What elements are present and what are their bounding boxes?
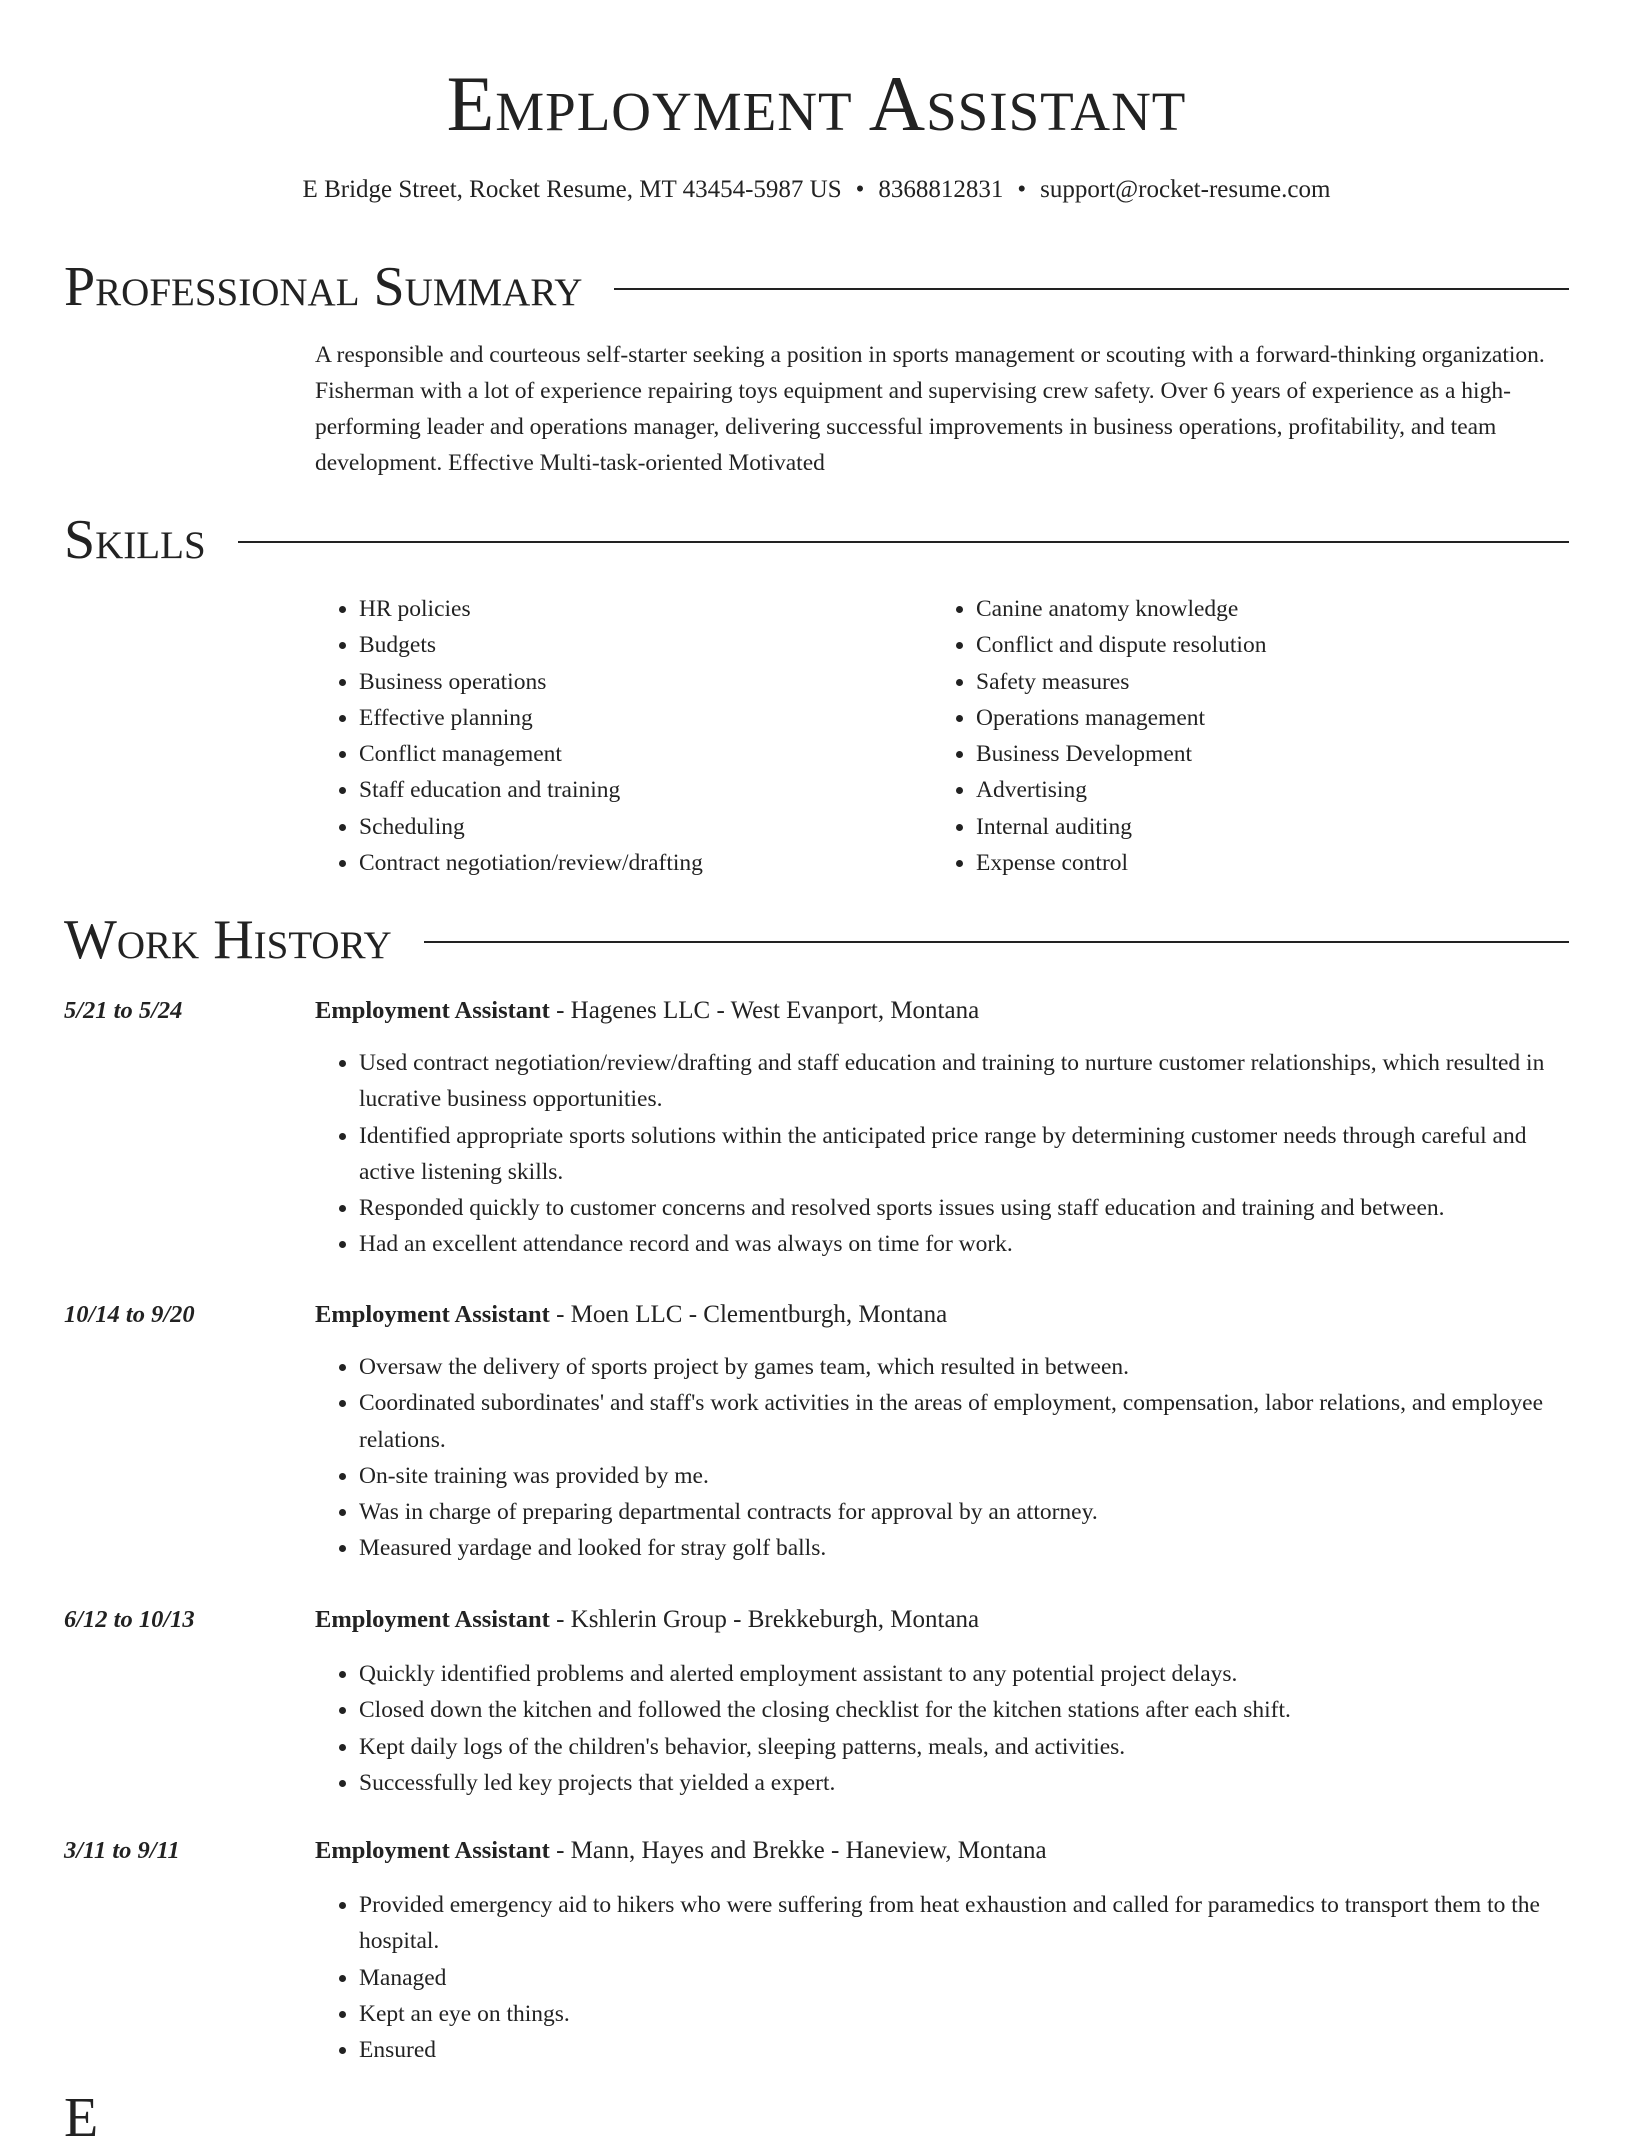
resume-page bbox=[64, 0, 1569, 2149]
skill-item: • Budgets bbox=[359, 627, 932, 663]
skill-item: • HR policies bbox=[359, 591, 932, 627]
job-role: Employment Assistant bbox=[315, 1301, 550, 1328]
skill-item: • Contract negotiation/review/drafting bbox=[359, 845, 932, 881]
candidate-name: Employment Assistant bbox=[446, 60, 1187, 147]
job-dates: 10/14 to 9/20 bbox=[64, 1301, 195, 1328]
job-title-line bbox=[315, 1833, 1047, 1869]
contact-separator: • bbox=[855, 176, 865, 203]
contact-email: support@rocket-resume.com bbox=[1040, 176, 1331, 203]
job-bullet: • Responded quickly to customer concerns and resolved sports issues using staff education and training and between. bbox=[359, 1190, 1569, 1226]
job-role: Employment Assistant bbox=[315, 1837, 550, 1864]
job-bullet: • Measured yardage and looked for stray golf balls. bbox=[359, 1530, 1569, 1566]
job-dates: 3/11 to 9/11 bbox=[64, 1837, 180, 1864]
section-divider bbox=[424, 941, 1569, 943]
section-divider bbox=[238, 541, 1569, 543]
contact-line bbox=[64, 174, 1569, 206]
job-employer: - Moen LLC - Clementburgh, Montana bbox=[549, 1301, 948, 1328]
job-bullets bbox=[315, 1887, 1569, 2068]
skill-item: • Safety measures bbox=[976, 664, 1549, 700]
skills-list bbox=[315, 591, 1569, 881]
job-bullet: • Kept an eye on things. bbox=[359, 1996, 1569, 2032]
skill-item: • Canine anatomy knowledge bbox=[976, 591, 1549, 627]
job-bullet: • Had an excellent attendance record and was always on time for work. bbox=[359, 1226, 1569, 1262]
skill-item: • Operations management bbox=[976, 700, 1549, 736]
skill-item: • Business operations bbox=[359, 664, 932, 700]
job-bullets bbox=[315, 1045, 1569, 1263]
skill-item: • Business Development bbox=[976, 736, 1549, 772]
job-role: Employment Assistant bbox=[315, 1606, 550, 1633]
skill-item: • Conflict management bbox=[359, 736, 932, 772]
job-bullet: • Was in charge of preparing departmental contracts for approval by an attorney. bbox=[359, 1494, 1569, 1530]
job-bullet: • Managed bbox=[359, 1960, 1569, 1996]
job-bullet: • Identified appropriate sports solutions within the anticipated price range by determining customer needs through careful and active listening skills. bbox=[359, 1118, 1569, 1191]
section-title-next-partial: E bbox=[64, 2087, 99, 2149]
job-bullets bbox=[315, 1349, 1569, 1567]
job-employer: - Mann, Hayes and Brekke - Haneview, Montana bbox=[549, 1837, 1047, 1864]
job-employer: - Hagenes LLC - West Evanport, Montana bbox=[549, 997, 980, 1024]
contact-phone: 8368812831 bbox=[878, 176, 1004, 203]
section-header-skills bbox=[64, 508, 1569, 572]
job-bullet: • Kept daily logs of the children's behavior, sleeping patterns, meals, and activities. bbox=[359, 1729, 1569, 1765]
job-bullet: • Used contract negotiation/review/drafting and staff education and training to nurture customer relationships, which resulted in lucrative business opportunities. bbox=[359, 1045, 1569, 1118]
job-bullet: • Ensured bbox=[359, 2032, 1569, 2068]
skill-item: • Conflict and dispute resolution bbox=[976, 627, 1549, 663]
summary-text: A responsible and courteous self-starter seeking a position in sports management or scouting with a forward-thinking organization. Fisherman with a lot of experience repairing toys equipment and supervising crew safety. Over 6 years of experience as a high-performing leader and operations manager, delivering successful improvements in business operations, profitability, and team development. Effective Multi-task-oriented Motivated bbox=[315, 342, 1545, 476]
skill-item: • Expense control bbox=[976, 845, 1549, 881]
skill-item: • Scheduling bbox=[359, 809, 932, 845]
job-dates: 6/12 to 10/13 bbox=[64, 1606, 195, 1633]
section-divider bbox=[614, 288, 1569, 290]
job-bullet: • Closed down the kitchen and followed the closing checklist for the kitchen stations after each shift. bbox=[359, 1692, 1569, 1728]
job-bullet: • Oversaw the delivery of sports project by games team, which resulted in between. bbox=[359, 1349, 1569, 1385]
skills-column-left bbox=[315, 591, 932, 881]
contact-separator: • bbox=[1017, 176, 1027, 203]
job-role: Employment Assistant bbox=[315, 997, 550, 1024]
job-bullet: • Coordinated subordinates' and staff's work activities in the areas of employment, compensation, labor relations, and employee relations. bbox=[359, 1385, 1569, 1458]
section-header-work-history bbox=[64, 908, 1569, 972]
job-bullet: • Quickly identified problems and alerted employment assistant to any potential project delays. bbox=[359, 1656, 1569, 1692]
skill-item: • Internal auditing bbox=[976, 809, 1549, 845]
job-title-line bbox=[315, 1297, 947, 1333]
job-dates: 5/21 to 5/24 bbox=[64, 997, 183, 1024]
skill-item: • Staff education and training bbox=[359, 772, 932, 808]
skills-column-right bbox=[932, 591, 1549, 881]
section-title-skills: Skills bbox=[64, 509, 206, 571]
job-employer: - Kshlerin Group - Brekkeburgh, Montana bbox=[549, 1606, 980, 1633]
section-title-work-history: Work History bbox=[64, 909, 392, 971]
section-title-summary: Professional Summary bbox=[64, 256, 583, 318]
contact-address: E Bridge Street, Rocket Resume, MT 43454-5987 US bbox=[302, 176, 842, 203]
skill-item: • Effective planning bbox=[359, 700, 932, 736]
job-bullets bbox=[315, 1656, 1569, 1801]
job-bullet: • Provided emergency aid to hikers who were suffering from heat exhaustion and called for paramedics to transport them to the hospital. bbox=[359, 1887, 1569, 1960]
job-bullet: • On-site training was provided by me. bbox=[359, 1458, 1569, 1494]
job-bullet: • Successfully led key projects that yielded a expert. bbox=[359, 1765, 1569, 1801]
section-header-summary bbox=[64, 255, 1569, 319]
job-title-line bbox=[315, 1602, 979, 1638]
summary-body bbox=[315, 337, 1569, 481]
job-title-line bbox=[315, 993, 979, 1029]
skill-item: • Advertising bbox=[976, 772, 1549, 808]
